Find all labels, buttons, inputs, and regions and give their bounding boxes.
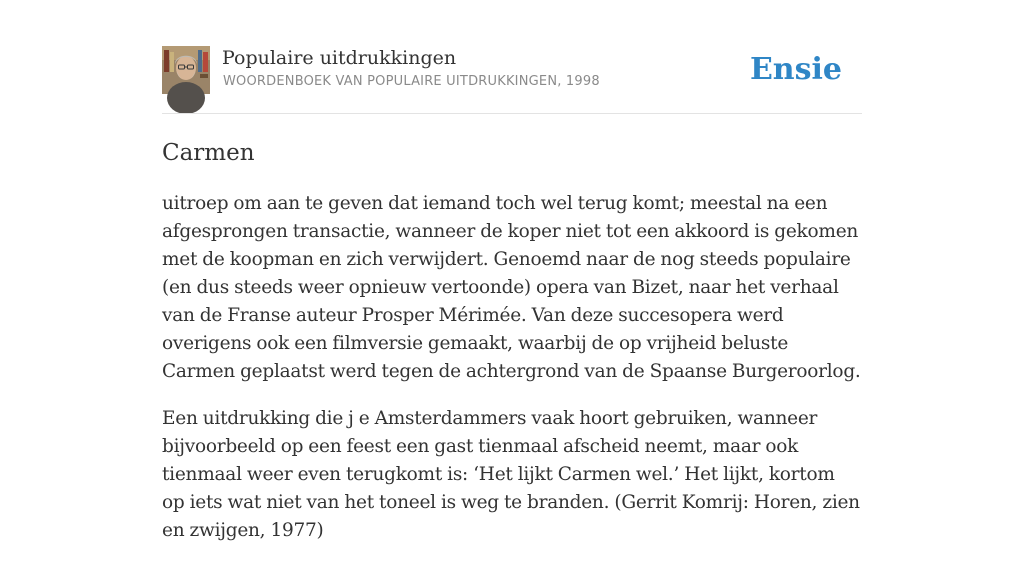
author-portrait-icon — [162, 46, 210, 94]
entry-card — [162, 0, 862, 541]
entry-paragraph: uitroep om aan te geven dat iemand toch wel terug komt; meestal na een afgesprongen transactie, wanneer de koper niet tot een akkoord is gekomen met de koopman en zich verwijdert. Genoemd naar de nog steeds populaire (en dus steeds weer opnieuw vertoonde) opera van Bizet, naar het verhaal van de Franse auteur Prosper Mérimée. Van deze succesopera werd overigens ook een filmversie gemaakt, waarbij de op vrijheid beluste Carmen geplaatst werd tegen de achtergrond van de Spaanse Burgeroorlog. — [162, 193, 861, 382]
entry-term: Carmen — [162, 140, 255, 166]
author-avatar[interactable] — [162, 46, 210, 94]
ensie-logo[interactable]: Ensie — [749, 52, 842, 87]
entry-body — [162, 190, 862, 564]
header-divider — [162, 113, 862, 114]
source-title[interactable]: Populaire uitdrukkingen — [222, 47, 457, 69]
source-subtitle: WOORDENBOEK VAN POPULAIRE UITDRUKKINGEN, 1998 — [223, 74, 600, 89]
entry-paragraph: Een uitdrukking die j e Amsterdammers vaak hoort gebruiken, wanneer bijvoorbeeld op een feest een gast tienmaal afscheid neemt, maar ook tienmaal weer even terugkomt is: ‘Het lijkt Carmen wel.’ Het lijkt, kortom op iets wat niet van het toneel is weg te branden. (Gerrit Komrij: Horen, zien en zwijgen, 1977) — [162, 408, 860, 541]
entry-header — [162, 46, 862, 96]
